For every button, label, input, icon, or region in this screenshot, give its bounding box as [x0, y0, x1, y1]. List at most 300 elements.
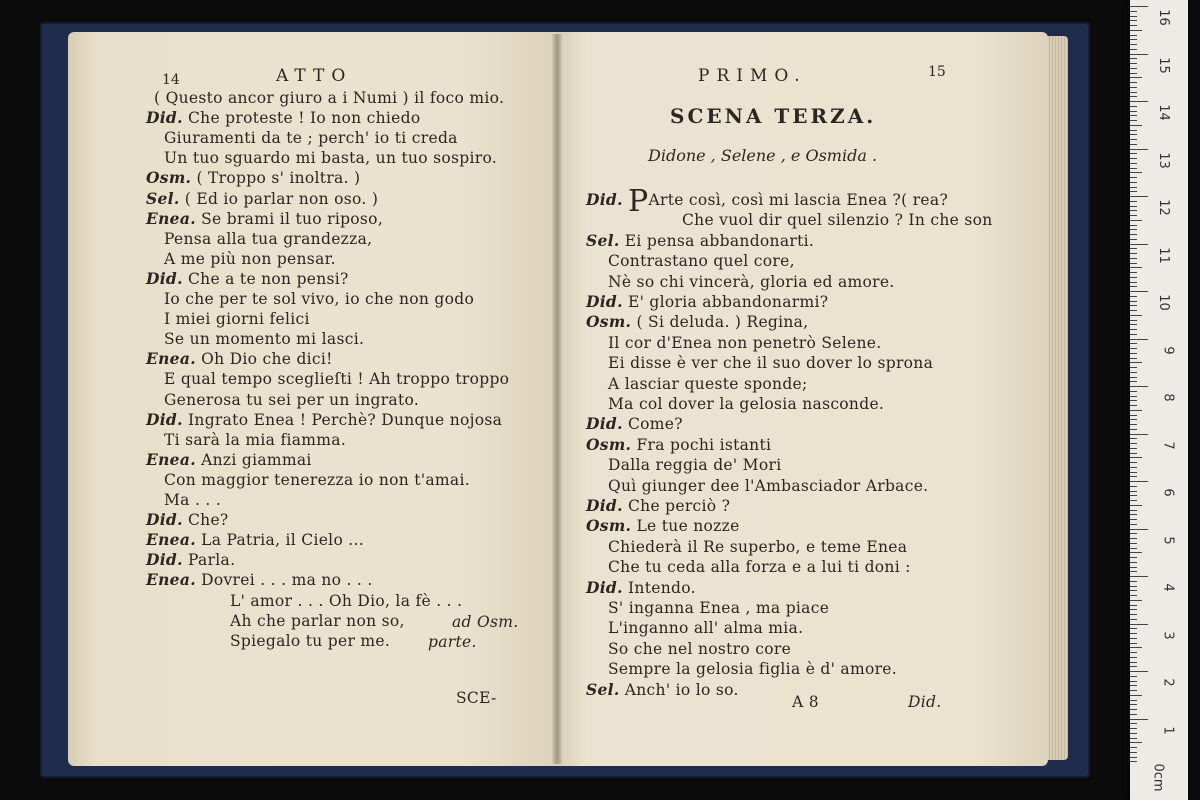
line-text: L' amor . . . Oh Dio, la fè . . .	[230, 591, 463, 610]
line-text: Ingrato Enea ! Perchè? Dunque nojosa	[188, 410, 503, 429]
ruler-tick	[1130, 690, 1137, 691]
speaker-abbrev: Did.	[146, 268, 183, 288]
ruler-tick	[1130, 77, 1142, 78]
text-line	[146, 510, 229, 530]
line-text: Ah che parlar non so,	[230, 611, 405, 630]
text-line	[146, 349, 333, 369]
text-line	[586, 414, 683, 434]
ruler-tick	[1130, 367, 1137, 368]
text-line	[230, 611, 405, 631]
text-line	[154, 88, 504, 108]
ruler-tick	[1130, 757, 1137, 758]
ruler-tick	[1130, 258, 1137, 259]
ruler-tick	[1130, 624, 1148, 625]
ruler-tick	[1130, 134, 1137, 135]
stage-direction: ad Osm.	[452, 613, 519, 631]
ruler-tick	[1130, 286, 1137, 287]
ruler-tick	[1130, 581, 1137, 582]
ruler-tick	[1130, 605, 1137, 606]
measuring-ruler	[1130, 0, 1188, 800]
ruler-tick	[1130, 296, 1137, 297]
ruler-tick	[1130, 666, 1137, 667]
ruler-tick	[1130, 562, 1137, 563]
line-text: Con maggior tenerezza io non t'amai.	[164, 470, 470, 489]
ruler-number: 12	[1156, 199, 1172, 216]
ruler-tick	[1130, 505, 1142, 506]
ruler-tick	[1130, 282, 1137, 283]
ruler-tick	[1130, 443, 1137, 444]
text-line	[230, 591, 462, 611]
ruler-tick	[1130, 272, 1137, 273]
ruler-tick	[1130, 44, 1137, 45]
line-text: Che tu ceda alla forza e a lui ti doni :	[608, 558, 911, 577]
text-line	[586, 496, 730, 516]
ruler-tick	[1130, 704, 1137, 705]
page-number: 15	[928, 64, 946, 80]
ruler-tick	[1130, 543, 1137, 544]
ruler-tick	[1130, 510, 1137, 511]
ruler-tick	[1130, 215, 1137, 216]
ruler-tick	[1130, 11, 1137, 12]
ruler-tick	[1130, 329, 1137, 330]
ruler-tick	[1130, 472, 1137, 473]
ruler-tick	[1130, 263, 1137, 264]
ruler-tick	[1130, 462, 1137, 463]
ruler-number: 1	[1160, 725, 1176, 735]
speaker-abbrev: Did.	[146, 108, 183, 128]
ruler-tick	[1130, 120, 1137, 121]
ruler-tick	[1130, 457, 1142, 458]
speaker-abbrev: Sel.	[146, 188, 180, 208]
ruler-tick	[1130, 196, 1148, 197]
line-text: Dovrei . . . ma no . . .	[201, 571, 373, 590]
text-line	[608, 618, 803, 638]
text-line	[164, 148, 497, 168]
ruler-tick	[1130, 738, 1137, 739]
ruler-tick	[1130, 671, 1148, 672]
ruler-tick	[1130, 144, 1137, 145]
speaker-abbrev: Enea.	[146, 449, 196, 469]
speaker-abbrev: Osm.	[586, 312, 632, 332]
line-text: ( Troppo s' inoltra. )	[196, 169, 361, 188]
text-line	[164, 249, 336, 269]
ruler-tick	[1130, 476, 1137, 477]
text-line	[608, 272, 895, 292]
text-line	[608, 374, 808, 394]
line-text: Le tue nozze	[636, 517, 740, 536]
characters-list: Didone , Selene , e Osmida .	[648, 146, 878, 165]
ruler-tick	[1130, 244, 1148, 245]
text-line	[608, 394, 884, 414]
ruler-number: 7	[1160, 440, 1176, 450]
text-line	[682, 210, 992, 230]
speaker-abbrev: Did.	[586, 496, 623, 515]
ruler-tick	[1130, 723, 1137, 724]
ruler-number: 4	[1160, 583, 1176, 592]
ruler-tick	[1130, 567, 1137, 568]
ruler-number: 13	[1156, 151, 1172, 169]
ruler-tick	[1130, 657, 1137, 658]
speaker-abbrev: Did.	[586, 577, 623, 597]
ruler-tick	[1130, 39, 1137, 40]
ruler-tick	[1130, 752, 1137, 753]
ruler-tick	[1130, 187, 1137, 188]
line-text: Il cor d'Enea non penetrò Selene.	[608, 333, 882, 352]
text-line	[164, 369, 509, 389]
ruler-tick	[1130, 533, 1137, 534]
ruler-tick	[1130, 182, 1137, 183]
text-line	[164, 289, 474, 309]
text-line	[146, 550, 235, 570]
ruler-tick	[1130, 695, 1142, 696]
line-text: Se un momento mi lasci.	[164, 330, 365, 349]
ruler-tick	[1130, 177, 1137, 178]
ruler-tick	[1130, 96, 1137, 97]
ruler-tick	[1130, 495, 1137, 496]
line-text: A lasciar queste sponde;	[608, 374, 808, 393]
ruler-tick	[1130, 453, 1137, 454]
ruler-tick	[1130, 220, 1142, 221]
ruler-tick	[1130, 700, 1137, 701]
ruler-tick	[1130, 73, 1137, 74]
line-text: Dalla reggia de' Mori	[608, 456, 782, 475]
ruler-number: 9	[1160, 345, 1176, 355]
ruler-tick	[1130, 638, 1137, 639]
ruler-tick	[1130, 377, 1137, 378]
text-line	[146, 269, 349, 289]
ruler-tick	[1130, 168, 1137, 169]
ruler-tick	[1130, 82, 1137, 83]
line-text: L'inganno all' alma mia.	[608, 619, 804, 638]
line-text: Anch' io lo so.	[624, 680, 739, 699]
ruler-tick	[1130, 643, 1137, 644]
ruler-tick	[1130, 291, 1148, 292]
ruler-tick	[1130, 486, 1137, 487]
stage-direction: parte.	[428, 633, 477, 651]
speaker-abbrev: Enea.	[146, 530, 196, 550]
ruler-tick	[1130, 600, 1142, 601]
ruler-tick	[1130, 590, 1137, 591]
ruler-tick	[1130, 339, 1148, 340]
line-text: Ma col dover la gelosia nasconde.	[608, 395, 885, 413]
ruler-tick	[1130, 685, 1137, 686]
speaker-abbrev: Did.	[146, 409, 183, 429]
ruler-tick	[1130, 49, 1137, 50]
ruler-tick	[1130, 130, 1137, 131]
text-line	[164, 490, 221, 510]
ruler-tick	[1130, 348, 1137, 349]
line-text: Io che per te sol vivo, io che non godo	[164, 290, 475, 308]
text-line	[586, 231, 814, 251]
ruler-number: 6	[1160, 488, 1176, 497]
text-line	[164, 470, 470, 490]
ruler-number: 11	[1156, 246, 1172, 264]
ruler-tick	[1130, 548, 1137, 549]
ruler-tick	[1130, 324, 1137, 325]
ruler-tick	[1130, 210, 1137, 211]
ruler-tick	[1130, 524, 1137, 525]
line-text: A me più non pensar.	[164, 249, 336, 268]
text-line	[608, 476, 928, 496]
speaker-abbrev: Did.	[146, 550, 183, 570]
ruler-tick	[1130, 25, 1137, 26]
line-text: Ti sarà la mia fiamma.	[164, 430, 347, 449]
ruler-tick	[1130, 206, 1137, 207]
ruler-tick	[1130, 633, 1137, 634]
ruler-tick	[1130, 400, 1137, 401]
left-page	[68, 32, 558, 766]
ruler-tick	[1130, 586, 1137, 587]
ruler-tick	[1130, 647, 1142, 648]
speaker-abbrev: Enea.	[146, 208, 196, 228]
text-line	[164, 229, 372, 249]
text-line	[146, 108, 421, 128]
right-page	[558, 32, 1048, 766]
speaker-abbrev: Sel.	[586, 679, 620, 699]
ruler-number: 14	[1156, 104, 1172, 121]
ruler-tick	[1130, 234, 1137, 235]
ruler-tick	[1130, 709, 1137, 710]
text-line	[164, 329, 364, 349]
running-head: ATTO	[276, 66, 353, 86]
line-text: Un tuo sguardo mi basta, un tuo sospiro.	[164, 149, 498, 168]
ruler-tick	[1130, 163, 1137, 164]
line-text: Anzi giammai	[201, 450, 312, 469]
ruler-tick	[1130, 267, 1142, 268]
ruler-tick	[1130, 334, 1137, 335]
ruler-number: 0cm	[1150, 763, 1166, 792]
speaker-abbrev: Did.	[586, 414, 623, 434]
speaker-abbrev: Did.	[146, 510, 183, 530]
ruler-tick	[1130, 500, 1137, 501]
ruler-tick	[1130, 92, 1137, 93]
speaker-abbrev: Did.	[586, 190, 623, 209]
ruler-tick	[1130, 681, 1137, 682]
ruler-tick	[1130, 491, 1137, 492]
text-line	[608, 598, 829, 618]
line-text: So che nel nostro core	[608, 639, 792, 658]
line-text: Fra pochi istanti	[636, 435, 772, 454]
ruler-tick	[1130, 362, 1142, 363]
ruler-tick	[1130, 201, 1137, 202]
text-line	[608, 353, 933, 373]
ruler-tick	[1130, 410, 1142, 411]
line-text: Che?	[188, 511, 229, 530]
line-text: Arte così, così mi lascia Enea ?( rea?	[648, 191, 949, 209]
text-line	[164, 128, 458, 148]
ruler-tick	[1130, 343, 1137, 344]
ruler-tick	[1130, 310, 1137, 311]
ruler-tick	[1130, 158, 1137, 159]
line-text: La Patria, il Cielo ...	[201, 531, 364, 550]
ruler-tick	[1130, 434, 1148, 435]
speaker-abbrev: Sel.	[586, 230, 620, 250]
text-line	[608, 251, 795, 271]
ruler-number: 2	[1160, 678, 1176, 687]
speaker-abbrev: Osm.	[586, 516, 632, 536]
line-text: Che proteste ! Io non chiedo	[188, 109, 421, 128]
text-line	[608, 537, 907, 557]
ruler-tick	[1130, 16, 1137, 17]
text-line	[146, 450, 312, 470]
text-line	[586, 680, 739, 700]
page-number: 14	[162, 72, 180, 88]
text-line	[586, 312, 808, 332]
text-line	[586, 516, 740, 536]
ruler-number: 16	[1156, 9, 1172, 26]
ruler-tick	[1130, 419, 1137, 420]
line-text: Contrastano quel core,	[608, 252, 795, 271]
ruler-tick	[1130, 320, 1137, 321]
ruler-tick	[1130, 111, 1137, 112]
ruler-tick	[1130, 576, 1148, 577]
ruler-number: 15	[1156, 56, 1172, 74]
ruler-tick	[1130, 139, 1137, 140]
ruler-tick	[1130, 614, 1137, 615]
text-line	[230, 631, 390, 651]
ruler-tick	[1130, 424, 1137, 425]
line-text: Quì giunger dee l'Ambasciador Arbace.	[608, 476, 929, 495]
ruler-tick	[1130, 30, 1142, 31]
line-text: I miei giorni felici	[164, 310, 310, 329]
ruler-tick	[1130, 529, 1148, 530]
ruler-tick	[1130, 438, 1137, 439]
line-text: Oh Dio che dici!	[201, 350, 333, 369]
ruler-tick	[1130, 448, 1137, 449]
ruler-tick	[1130, 191, 1137, 192]
text-line	[146, 410, 502, 430]
speaker-abbrev: Did.	[586, 292, 623, 311]
ruler-tick	[1130, 405, 1137, 406]
ruler-tick	[1130, 153, 1137, 154]
drop-cap: P	[628, 184, 649, 219]
line-text: Che a te non pensi?	[188, 269, 349, 288]
ruler-tick	[1130, 63, 1137, 64]
speaker-abbrev: Enea.	[146, 349, 196, 369]
text-line	[146, 570, 373, 590]
ruler-number: 3	[1160, 630, 1176, 640]
line-text: Ma . . .	[164, 491, 222, 509]
text-line	[608, 659, 897, 679]
ruler-tick	[1130, 35, 1137, 36]
ruler-tick	[1130, 277, 1137, 278]
scene-title: SCENA TERZA.	[670, 104, 877, 128]
text-line	[586, 435, 771, 455]
text-line	[608, 333, 881, 353]
text-line	[586, 184, 949, 219]
line-text: Sempre la gelosia figlia è d' amore.	[608, 660, 897, 679]
ruler-tick	[1130, 652, 1137, 653]
ruler-tick	[1130, 429, 1137, 430]
text-line	[146, 189, 378, 209]
ruler-tick	[1130, 381, 1137, 382]
ruler-tick	[1130, 172, 1142, 173]
line-text: Parla.	[188, 551, 236, 570]
ruler-tick	[1130, 305, 1137, 306]
text-line	[608, 557, 911, 577]
ruler-tick	[1130, 415, 1137, 416]
ruler-tick	[1130, 253, 1137, 254]
speaker-abbrev: Osm.	[146, 168, 192, 188]
text-line	[586, 578, 696, 598]
signature-mark: A 8	[792, 693, 819, 711]
line-text: Pensa alla tua grandezza,	[164, 229, 373, 248]
line-text: ( Si deluda. ) Regina,	[636, 313, 809, 332]
ruler-tick	[1130, 467, 1137, 468]
line-text: Se brami il tuo riposo,	[201, 209, 384, 228]
ruler-tick	[1130, 761, 1137, 762]
ruler-tick	[1130, 239, 1137, 240]
line-text: ( Ed io parlar non oso. )	[184, 189, 379, 208]
ruler-tick	[1130, 391, 1137, 392]
ruler-tick	[1130, 101, 1148, 102]
ruler-tick	[1130, 248, 1137, 249]
line-text: Ei disse è ver che il suo dover lo sprona	[608, 354, 934, 373]
ruler-tick	[1130, 719, 1148, 720]
ruler-tick	[1130, 733, 1137, 734]
speaker-abbrev: Enea.	[146, 570, 196, 590]
line-text: E' gloria abbandonarmi?	[628, 293, 829, 311]
ruler-tick	[1130, 676, 1137, 677]
ruler-tick	[1130, 571, 1137, 572]
ruler-tick	[1130, 662, 1137, 663]
ruler-tick	[1130, 6, 1148, 7]
ruler-tick	[1130, 358, 1137, 359]
ruler-tick	[1130, 609, 1137, 610]
ruler-tick	[1130, 519, 1137, 520]
ruler-tick	[1130, 115, 1137, 116]
ruler-tick	[1130, 742, 1142, 743]
text-line	[586, 292, 828, 312]
line-text: Giuramenti da te ; perch' io ti creda	[164, 129, 458, 148]
ruler-tick	[1130, 619, 1137, 620]
ruler-tick	[1130, 225, 1137, 226]
ruler-tick	[1130, 538, 1137, 539]
ruler-tick	[1130, 353, 1137, 354]
ruler-tick	[1130, 714, 1137, 715]
ruler-tick	[1130, 106, 1137, 107]
ruler-tick	[1130, 301, 1137, 302]
ruler-tick	[1130, 552, 1142, 553]
ruler-tick	[1130, 125, 1142, 126]
text-line	[608, 639, 791, 659]
ruler-tick	[1130, 87, 1137, 88]
ruler-tick	[1130, 514, 1137, 515]
ruler-tick	[1130, 315, 1142, 316]
line-text: ( Questo ancor giuro a i Numi ) il foco mio.	[154, 89, 505, 107]
gutter	[552, 34, 562, 764]
ruler-tick	[1130, 728, 1137, 729]
line-text: Come?	[628, 415, 683, 434]
ruler-number: 5	[1160, 535, 1176, 545]
ruler-tick	[1130, 595, 1137, 596]
ruler-tick	[1130, 54, 1148, 55]
line-text: Ei pensa abbandonarti.	[624, 231, 815, 250]
ruler-tick	[1130, 68, 1137, 69]
line-text: Chiederà il Re superbo, e teme Enea	[608, 537, 908, 556]
line-text: Che perciò ?	[628, 497, 731, 515]
ruler-tick	[1130, 386, 1148, 387]
line-text: Che vuol dir quel silenzio ? In che son	[682, 211, 993, 230]
ruler-tick	[1130, 58, 1137, 59]
ruler-tick	[1130, 20, 1137, 21]
ruler-tick	[1130, 372, 1137, 373]
text-line	[146, 168, 360, 188]
ruler-tick	[1130, 396, 1137, 397]
ruler-number: 10	[1156, 294, 1172, 311]
ruler-tick	[1130, 747, 1137, 748]
line-text: E qual tempo sceglieſti ! Ah troppo troppo	[164, 370, 510, 389]
